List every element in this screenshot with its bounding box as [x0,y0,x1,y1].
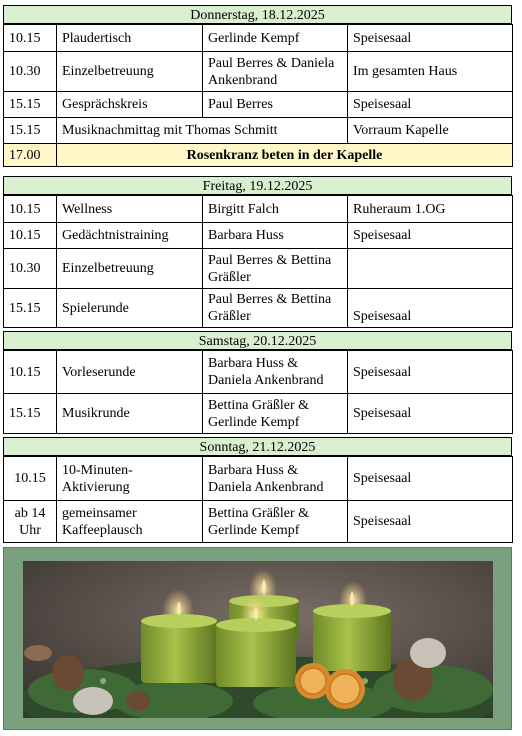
place-cell: Speisesaal [348,25,513,52]
day-block-thursday [3,5,512,167]
staff-cell: Paul Berres & Bettina Gräßler [203,289,348,328]
day-header: Samstag, 20.12.2025 [3,331,512,350]
table-row [4,501,513,543]
day-block-sunday [3,437,512,543]
place-cell: Speisesaal [348,223,513,249]
activity-cell: Wellness [57,196,203,223]
day-block-friday [3,176,512,328]
time-cell: 15.15 [4,92,57,118]
activity-cell: Rosenkranz beten in der Kapelle [57,144,513,167]
place-cell: Speisesaal [348,501,513,543]
time-cell: 10.30 [4,52,57,92]
place-cell: Speisesaal [348,394,513,434]
place-cell: Im gesamten Haus [348,52,513,92]
staff-cell: Bettina Gräßler & Gerlinde Kempf [203,501,348,543]
activity-cell: Spielerunde [57,289,203,328]
time-cell: 15.15 [4,289,57,328]
time-cell: 10.15 [4,351,57,394]
staff-cell: Barbara Huss & Daniela Ankenbrand [203,351,348,394]
table-row [4,394,513,434]
table-row [4,351,513,394]
table-row [4,249,513,289]
time-cell: 10.15 [4,457,57,501]
schedule-table [3,350,513,434]
schedule-table [3,24,513,167]
place-cell: Speisesaal [348,289,513,328]
activity-cell: gemeinsamer Kaffeeplausch [57,501,203,543]
table-row [4,289,513,328]
activity-cell: Plaudertisch [57,25,203,52]
staff-cell: Bettina Gräßler & Gerlinde Kempf [203,394,348,434]
day-block-saturday [3,331,512,434]
staff-cell: Paul Berres & Bettina Gräßler [203,249,348,289]
staff-cell: Barbara Huss [203,223,348,249]
place-cell: Speisesaal [348,351,513,394]
activity-cell: Musikrunde [57,394,203,434]
table-row [4,25,513,52]
activity-cell: 10-Minuten-Aktivierung [57,457,203,501]
time-cell: 15.15 [4,118,57,144]
table-row [4,52,513,92]
schedule-table [3,195,513,328]
time-cell: 17.00 [4,144,57,167]
time-cell: 10.15 [4,196,57,223]
activity-cell: Gedächtnistraining [57,223,203,249]
table-row [4,92,513,118]
staff-cell: Barbara Huss & Daniela Ankenbrand [203,457,348,501]
staff-cell: Gerlinde Kempf [203,25,348,52]
time-cell: 10.30 [4,249,57,289]
place-cell: Ruheraum 1.OG [348,196,513,223]
advent-wreath-candles-photo [23,561,493,718]
place-cell [348,249,513,289]
table-row [4,196,513,223]
schedule-table [3,456,513,543]
time-cell: 10.15 [4,25,57,52]
activity-cell: Vorleserunde [57,351,203,394]
activity-cell: Einzelbetreuung [57,52,203,92]
staff-cell: Paul Berres & Daniela Ankenbrand [203,52,348,92]
place-cell: Speisesaal [348,92,513,118]
table-row-highlight [4,144,513,167]
day-header: Donnerstag, 18.12.2025 [3,5,512,24]
day-header: Freitag, 19.12.2025 [3,176,512,195]
table-row [4,457,513,501]
time-cell: ab 14 Uhr [4,501,57,543]
place-cell: Vorraum Kapelle [348,118,513,144]
staff-cell: Paul Berres [203,92,348,118]
table-row [4,223,513,249]
place-cell: Speisesaal [348,457,513,501]
time-cell: 10.15 [4,223,57,249]
day-header: Sonntag, 21.12.2025 [3,437,512,456]
table-row [4,118,513,144]
activity-cell: Einzelbetreuung [57,249,203,289]
photo-frame [3,547,512,730]
activity-cell: Gesprächskreis [57,92,203,118]
time-cell: 15.15 [4,394,57,434]
staff-cell: Birgitt Falch [203,196,348,223]
activity-cell: Musiknachmittag mit Thomas Schmitt [57,118,348,144]
